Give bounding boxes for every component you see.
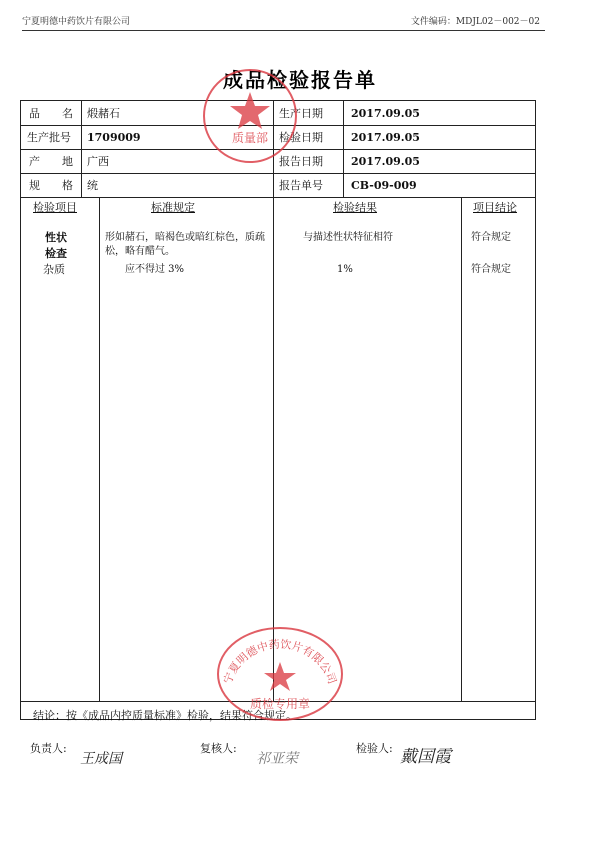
column-header-conclusion: 项目结论 <box>473 201 517 214</box>
test-date-label: 检验日期 <box>279 131 323 144</box>
item-appearance: 性状 <box>45 231 67 244</box>
col-divider <box>81 101 82 197</box>
batch-value: 1709009 <box>87 131 141 144</box>
quality-department-stamp <box>188 66 312 166</box>
column-header-result: 检验结果 <box>333 201 377 214</box>
item-inspection: 检查 <box>45 247 67 260</box>
report-date-value: 2017.09.05 <box>351 155 420 168</box>
row-divider <box>21 173 535 174</box>
conclusion-impurity: 符合规定 <box>471 264 511 275</box>
header-divider <box>22 30 545 31</box>
standard-impurity: 应不得过 3% <box>125 264 185 275</box>
reviewer-signature: 祁亚荣 <box>256 751 298 767</box>
test-date-value: 2017.09.05 <box>351 131 420 144</box>
col-divider <box>461 197 462 701</box>
document-number: 文件编码：MDJL02－002－02 <box>410 17 540 27</box>
seal-purpose-text: 质检专用章 <box>249 697 311 711</box>
production-date-label: 生产日期 <box>279 107 323 120</box>
quality-inspection-seal <box>212 622 348 722</box>
col-divider <box>99 197 100 701</box>
report-date-label: 报告日期 <box>279 155 323 168</box>
responsible-signature: 王成国 <box>80 751 122 767</box>
origin-value: 广西 <box>87 155 109 168</box>
stamp-department-text: 质量部 <box>231 131 269 145</box>
item-impurity: 杂质 <box>43 263 65 276</box>
col-divider <box>273 101 274 701</box>
batch-label: 生产批号 <box>27 131 71 144</box>
responsible-label: 负责人: <box>30 742 67 755</box>
report-number-value: CB-09-009 <box>351 179 417 192</box>
report-title: 成品检验报告单 <box>223 68 377 92</box>
spec-value: 统 <box>87 179 98 192</box>
origin-label: 产 地 <box>29 155 73 168</box>
reviewer-label: 复核人: <box>200 742 237 755</box>
column-header-standard: 标准规定 <box>151 201 195 214</box>
inspector-label: 检验人: <box>356 742 393 755</box>
report-number-label: 报告单号 <box>279 179 323 192</box>
col-divider <box>343 101 344 197</box>
production-date-value: 2017.09.05 <box>351 107 420 120</box>
result-impurity: 1% <box>337 264 353 275</box>
inspector-signature: 戴国霞 <box>400 747 451 767</box>
company-header: 宁夏明德中药饮片有限公司 <box>22 17 131 27</box>
spec-label: 规 格 <box>29 179 73 192</box>
conclusion-statement: 结论：按《成品内控质量标准》检验，结果符合规定。 <box>33 709 297 722</box>
column-header-item: 检验项目 <box>33 201 77 214</box>
name-value: 煅赭石 <box>87 107 120 120</box>
seal-company-text: 宁夏明德中药饮片有限公司 <box>221 637 339 686</box>
conclusion-appearance: 符合规定 <box>471 232 511 243</box>
name-label: 品 名 <box>29 107 73 120</box>
result-appearance: 与描述性状特征相符 <box>303 232 393 243</box>
standard-appearance: 形如赭石，暗褐色或暗红棕色，质疏松，略有醋气。 <box>105 232 265 257</box>
